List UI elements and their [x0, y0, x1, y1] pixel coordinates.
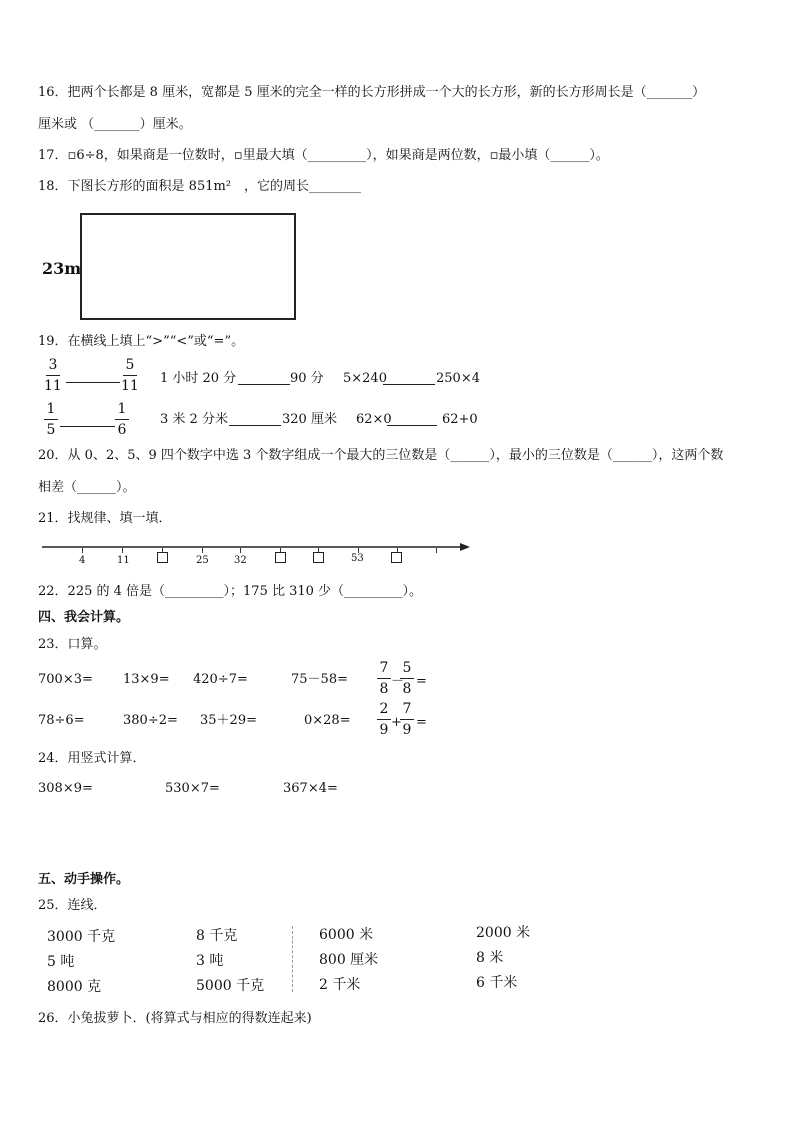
q16-line2: 厘米或 （_______）厘米。	[38, 117, 192, 132]
compare-left: 62×0	[356, 412, 392, 427]
blank-box[interactable]	[275, 552, 286, 563]
numerator: 1	[46, 401, 56, 417]
numerator: 1	[117, 401, 127, 417]
fraction-bar	[400, 678, 414, 679]
fraction	[400, 701, 414, 738]
answer-blank[interactable]	[238, 374, 290, 385]
denominator: 5	[46, 422, 56, 438]
fraction	[115, 401, 129, 438]
fraction	[400, 660, 414, 697]
divider	[292, 926, 293, 992]
numerator: 2	[379, 701, 389, 717]
denominator: 11	[44, 378, 62, 394]
operator: +	[391, 715, 402, 730]
number-line	[40, 540, 472, 554]
denominator: 6	[117, 422, 127, 438]
number-line-label: 25	[196, 555, 209, 566]
denominator: 9	[379, 722, 389, 738]
blank-box[interactable]	[157, 552, 168, 563]
q25-title: 25．连线．	[38, 898, 107, 913]
number-line-label: 53	[351, 553, 364, 564]
match-item[interactable]: 8000 克	[47, 979, 102, 995]
number-line-label: 4	[79, 555, 86, 566]
q20-line1: 20．从 0、2、5、9 四个数字中选 3 个数字组成一个最大的三位数是（______），最小的三位数是（______），这两个数	[38, 448, 724, 463]
answer-blank[interactable]	[60, 416, 115, 427]
match-item[interactable]: 8 千克	[196, 928, 238, 944]
fraction-bar	[377, 719, 391, 720]
mental-math-item: 380÷2=	[123, 713, 178, 728]
number-line-tick	[82, 548, 83, 553]
mental-math-item: 700×3=	[38, 672, 93, 687]
number-line-tick	[122, 548, 123, 553]
answer-blank[interactable]	[383, 374, 435, 385]
fraction	[44, 357, 62, 394]
number-line-label: 11	[117, 555, 130, 566]
fraction-bar	[123, 375, 137, 376]
q16-line1: 16．把两个长都是 8 厘米，宽都是 5 厘米的完全一样的长方形拼成一个大的长方形，新的长方形周长是（_______）	[38, 85, 706, 100]
q21-title: 21．找规律、填一填．	[38, 511, 172, 526]
fraction-bar	[44, 419, 58, 420]
q26-text: 26．小兔拔萝卜．(将算式与相应的得数连起来)	[38, 1011, 312, 1026]
fraction	[44, 401, 58, 438]
numerator: 7	[379, 660, 389, 676]
match-item[interactable]: 8 米	[476, 950, 504, 966]
match-item[interactable]: 800 厘米	[319, 952, 379, 968]
fraction	[121, 357, 139, 394]
answer-blank[interactable]	[387, 415, 437, 426]
match-item[interactable]: 5000 千克	[196, 978, 265, 994]
q22-text: 22．225 的 4 倍是（_________）；175 比 310 少（_________）。	[38, 584, 423, 599]
rectangle-figure	[80, 213, 296, 320]
equals-sign: =	[416, 674, 427, 689]
denominator: 11	[121, 378, 139, 394]
blank-box[interactable]	[391, 552, 402, 563]
q20-line2: 相差（______）。	[38, 480, 136, 495]
vertical-calc-item: 530×7=	[165, 781, 220, 796]
q23-title: 23．口算。	[38, 637, 107, 652]
denominator: 8	[379, 681, 389, 697]
equals-sign: =	[416, 715, 427, 730]
vertical-calc-item: 367×4=	[283, 781, 338, 796]
match-item[interactable]: 6 千米	[476, 975, 518, 991]
numerator: 5	[125, 357, 135, 373]
compare-right: 62+0	[442, 412, 478, 427]
q18-text: 18．下图长方形的面积是 851m² ，它的周长________	[38, 179, 362, 194]
number-line-tick	[436, 548, 437, 553]
mental-math-item: 75－58=	[291, 672, 348, 687]
rect-side-label: 23m	[42, 259, 82, 278]
numerator: 5	[402, 660, 412, 676]
compare-left: 1 小时 20 分	[160, 371, 237, 386]
section-title: 四、我会计算。	[38, 610, 130, 625]
match-item[interactable]: 5 吨	[47, 954, 75, 970]
compare-right: 320 厘米	[282, 412, 337, 427]
blank-box[interactable]	[313, 552, 324, 563]
mental-math-item: 13×9=	[123, 672, 170, 687]
fraction-bar	[377, 678, 391, 679]
match-item[interactable]: 3 吨	[196, 953, 224, 969]
operator: －	[391, 674, 405, 689]
mental-math-item: 35＋29=	[200, 713, 257, 728]
denominator: 9	[402, 722, 412, 738]
compare-left: 3 米 2 分米	[160, 412, 228, 427]
section-title: 五、动手操作。	[38, 872, 130, 887]
mental-math-item: 0×28=	[304, 713, 351, 728]
match-item[interactable]: 3000 千克	[47, 929, 116, 945]
answer-blank[interactable]	[66, 372, 120, 383]
answer-blank[interactable]	[229, 415, 281, 426]
denominator: 8	[402, 681, 412, 697]
match-item[interactable]: 2000 米	[476, 925, 531, 941]
q19-title: 19．在横线上填上“>”“<”或“=”。	[38, 334, 245, 349]
vertical-calc-item: 308×9=	[38, 781, 93, 796]
fraction	[377, 701, 391, 738]
fraction-bar	[115, 419, 129, 420]
number-line-label: 32	[234, 555, 247, 566]
q17-text: 17．▫6÷8，如果商是一位数时，▫里最大填（_________），如果商是两位数，▫最小填（______）。	[38, 148, 609, 163]
q24-title: 24．用竖式计算．	[38, 751, 146, 766]
fraction	[377, 660, 391, 697]
fraction-bar	[400, 719, 414, 720]
number-line-tick	[202, 548, 203, 553]
compare-right: 250×4	[436, 371, 480, 386]
numerator: 3	[48, 357, 58, 373]
match-item[interactable]: 2 千米	[319, 977, 361, 993]
numerator: 7	[402, 701, 412, 717]
compare-right: 90 分	[290, 371, 324, 386]
mental-math-item: 420÷7=	[193, 672, 248, 687]
fraction-bar	[46, 375, 60, 376]
compare-left: 5×240	[343, 371, 387, 386]
match-item[interactable]: 6000 米	[319, 927, 374, 943]
number-line-tick	[240, 548, 241, 553]
mental-math-item: 78÷6=	[38, 713, 85, 728]
